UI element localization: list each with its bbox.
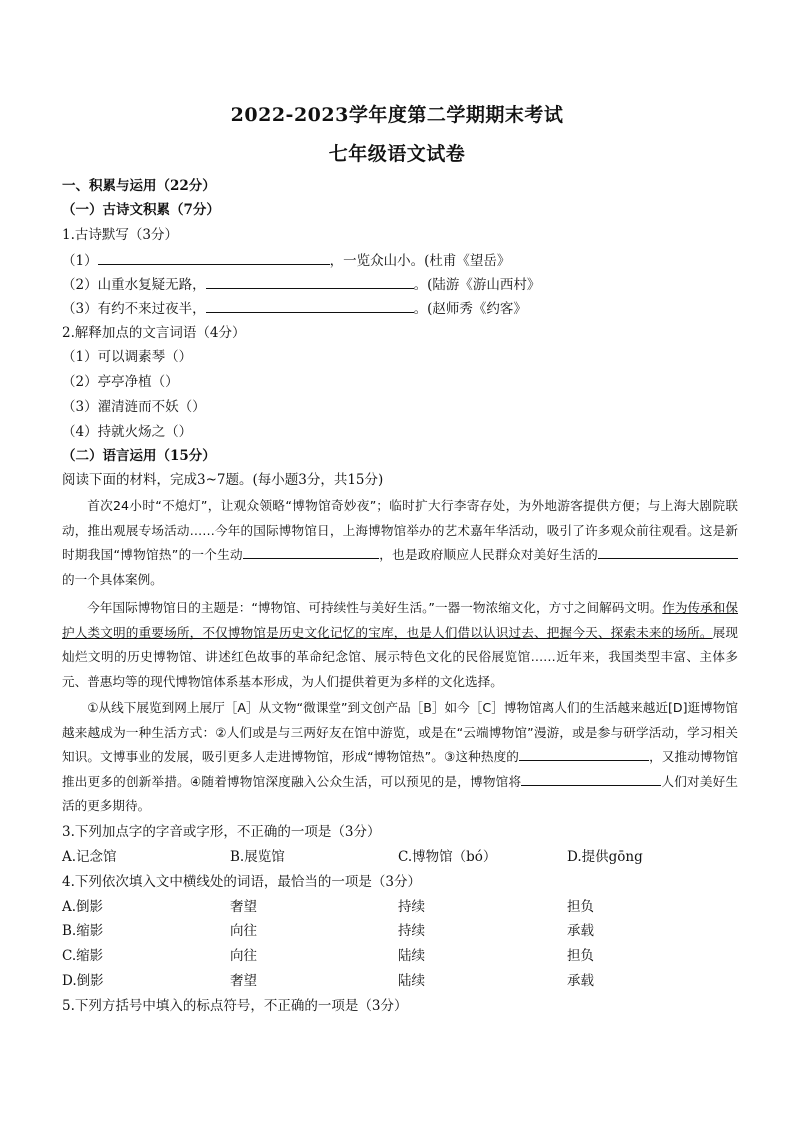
passage-paragraph-1: 首次24小时“不熄灯”，让观众领略“博物馆奇妙夜”；临时扩大行李寄存处，为外地游客提供方便；与上海大剧院联动，推出观展专场活动……今年的国际博物馆日，上海博物馆举办的艺术嘉年华活动，吸引了许多观众前往观看。这是新时期我国“博物馆热”的一个生动 ，也是政府顺应人民群众对美好生活的的一个具体案例。	[62, 498, 738, 587]
answer-blank[interactable]	[521, 771, 661, 786]
option-word: 陆续	[398, 948, 425, 964]
question-2-label: 2.解释加点的文言词语（4分）	[62, 325, 246, 341]
exam-subtitle: 七年级语文试卷	[328, 143, 466, 165]
subsection-heading: （一）古诗文积累（7分）	[62, 202, 220, 218]
question-2-item: （1）可以调素琴（）	[62, 349, 193, 365]
question-1-label: 1.古诗默写（3分）	[62, 227, 178, 243]
option-b[interactable]: B.展览馆	[230, 849, 285, 865]
question-1-item-3	[62, 298, 527, 319]
option-word: 奢望	[230, 973, 257, 989]
option-word: 承载	[567, 923, 594, 939]
option-word: 向往	[230, 923, 257, 939]
underlined-sentence: 作为传承和保护人类文明的重要场所，不仅博物馆是历史文化记忆的宝库，也是人们借以认识过去、把握今天、探索未来的场所。	[62, 600, 739, 640]
option-word: D.倒影	[62, 973, 104, 989]
answer-blank[interactable]	[598, 544, 738, 559]
reading-instruction: 阅读下面的材料，完成3~7题。(每小题3分，共15分)	[62, 472, 384, 488]
option-word: A.倒影	[62, 899, 104, 915]
question-2-item: （4）持就火炀之（）	[62, 424, 193, 440]
option-c[interactable]: C.博物馆（bó）	[398, 849, 497, 865]
option-word: B.缩影	[62, 923, 104, 939]
passage-paragraph-3: ①从线下展览到网上展厅［A］从文物“微课堂”到文创产品［B］如今［C］博物馆离人们的生活越来越近[D]逛博物馆越来越成为一种生活方式：②人们或是与三两好友在馆中游览，或是在“云端博物馆”漫游，或是参与研学活动，学习相关知识。文博事业的发展，吸引更多人走进博物馆，形成“博物馆热”。③这种热度的 ，又推动博物馆推出更多的创新举措。④随着博物馆深度融入公众生活，可以预见的是，博物馆将 人们对美好生活的更多期待。	[62, 700, 739, 813]
answer-blank[interactable]	[206, 298, 414, 313]
item-number: （2）	[62, 277, 98, 293]
passage-paragraph-2: 今年国际博物馆日的主题是：“博物馆、可持续性与美好生活。”一器一物浓缩文化，方寸之间解码文明。作为传承和保护人类文明的重要场所，不仅博物馆是历史文化记忆的宝库，也是人们借以认识过去、把握今天、探索未来的场所。展现灿烂文明的历史博物馆、讲述红色故事的革命纪念馆、展示特色文化的民俗展览馆……近年来，我国类型丰富、主体多元、普惠均等的现代博物馆体系基本形成，为人们提供着更为多样的文化选择。	[62, 600, 739, 689]
item-text: ，一览众山小。(杜甫《望岳》	[329, 253, 511, 269]
answer-blank[interactable]	[243, 544, 379, 559]
question-1-item-2	[62, 274, 540, 295]
option-word: 陆续	[398, 973, 425, 989]
option-word: 担负	[567, 948, 594, 964]
subsection-heading: （二）语言运用（15分）	[62, 448, 216, 464]
item-text: 。(赵师秀《约客》	[413, 301, 527, 317]
item-number: （3）	[62, 301, 98, 317]
option-word: 承载	[567, 973, 594, 989]
question-2-item: （3）濯清涟而不妖（）	[62, 399, 206, 415]
question-1-item-1	[62, 250, 510, 271]
option-word: C.缩影	[62, 948, 104, 964]
option-word: 持续	[398, 923, 425, 939]
option-d[interactable]: D.提供gōng	[567, 849, 643, 865]
question-4-label: 4.下列依次填入文中横线处的词语，最恰当的一项是（3分）	[62, 874, 421, 890]
reading-passage	[62, 494, 738, 819]
question-2-item: （2）亭亭净植（）	[62, 374, 179, 390]
item-number: （1）	[62, 253, 98, 269]
option-word: 持续	[398, 899, 425, 915]
item-text: 山重水复疑无路，	[97, 277, 206, 293]
option-word: 奢望	[230, 899, 257, 915]
section-heading: 一、积累与运用（22分）	[62, 178, 216, 194]
item-text: 有约不来过夜半，	[97, 301, 206, 317]
answer-blank[interactable]	[98, 250, 330, 265]
item-text: 。(陆游《游山西村》	[413, 277, 541, 293]
question-5-label: 5.下列方括号中填入的标点符号，不正确的一项是（3分）	[62, 998, 408, 1014]
exam-title: 2022-2023学年度第二学期期末考试	[230, 104, 564, 126]
option-word: 向往	[230, 948, 257, 964]
question-3-label: 3.下列加点字的字音或字形，不正确的一项是（3分）	[62, 824, 381, 840]
answer-blank[interactable]	[519, 746, 649, 761]
answer-blank[interactable]	[206, 274, 414, 289]
option-a[interactable]: A.记念馆	[62, 849, 117, 865]
option-word: 担负	[567, 899, 594, 915]
